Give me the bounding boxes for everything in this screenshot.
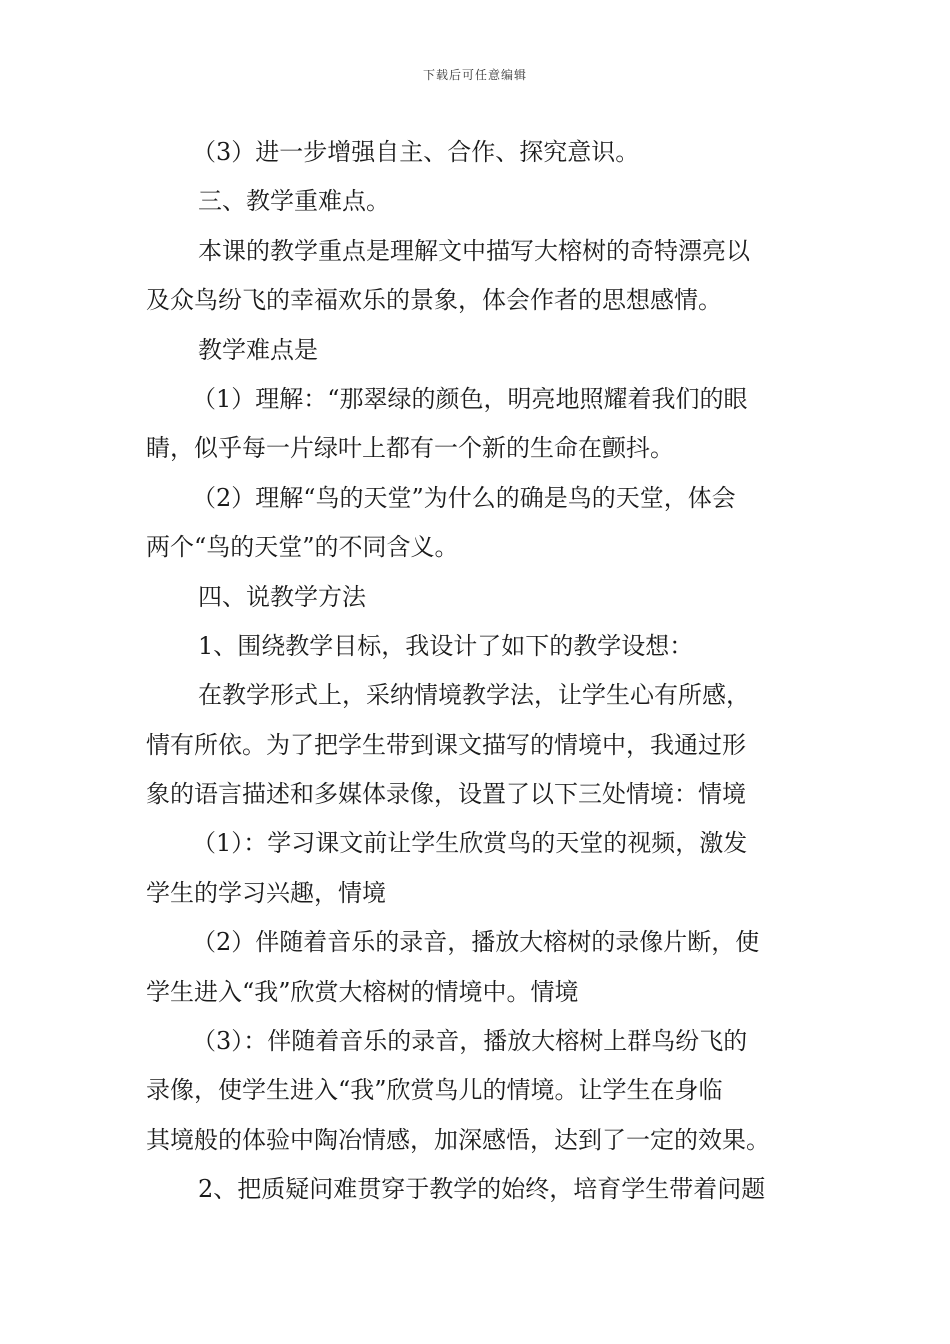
- text-line: 其境般的体验中陶冶情感，加深感悟，达到了一定的效果。: [146, 1125, 770, 1154]
- text-line: 三、教学重难点。: [198, 187, 390, 216]
- text-line: 本课的教学重点是理解文中描写大榕树的奇特漂亮以: [198, 236, 750, 265]
- text-line: 及众鸟纷飞的幸福欢乐的景象，体会作者的思想感情。: [146, 286, 722, 315]
- text-line: 四、说教学方法: [198, 582, 366, 611]
- text-line: 2、把质疑问难贯穿于教学的始终，培育学生带着问题: [198, 1175, 766, 1204]
- page-header: 下载后可任意编辑: [422, 68, 527, 82]
- text-line: 教学难点是: [198, 335, 318, 364]
- text-line: 情有所依。为了把学生带到课文描写的情境中，我通过形: [146, 730, 746, 759]
- text-line: （1）：学习课文前让学生欣赏鸟的天堂的视频，激发: [192, 829, 748, 858]
- text-line: 在教学形式上，采纳情境教学法，让学生心有所感，: [198, 681, 750, 710]
- text-line: 两个“鸟的天堂”的不同含义。: [146, 533, 459, 562]
- text-line: （2）伴随着音乐的录音，播放大榕树的录像片断，使: [192, 928, 760, 957]
- text-line: 学生进入“我”欣赏大榕树的情境中。情境: [146, 977, 579, 1006]
- text-line: （3）：伴随着音乐的录音，播放大榕树上群鸟纷飞的: [192, 1027, 748, 1056]
- text-line: 录像，使学生进入“我”欣赏鸟儿的情境。让学生在身临: [146, 1076, 723, 1105]
- text-line: （3）进一步增强自主、合作、探究意识。: [192, 138, 640, 166]
- text-line: 睛，似乎每一片绿叶上都有一个新的生命在颤抖。: [146, 434, 674, 463]
- text-line: 学生的学习兴趣，情境: [146, 878, 386, 907]
- text-line: 1、围绕教学目标，我设计了如下的教学设想：: [198, 631, 694, 660]
- text-line: （1）理解：“那翠绿的颜色，明亮地照耀着我们的眼: [192, 384, 748, 413]
- text-line: 象的语言描述和多媒体录像，设置了以下三处情境：情境: [146, 780, 746, 809]
- text-line: （2）理解“鸟的天堂”为什么的确是鸟的天堂，体会: [192, 483, 736, 512]
- body-text: [146, 128, 806, 1215]
